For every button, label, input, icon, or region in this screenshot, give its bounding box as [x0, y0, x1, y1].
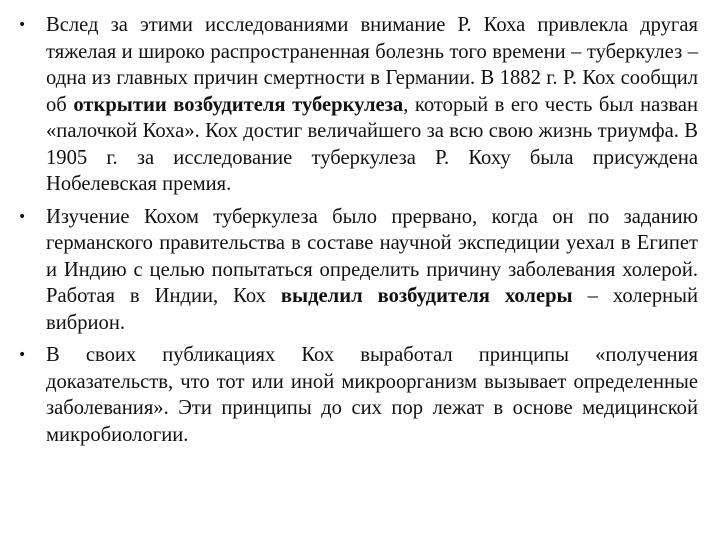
- bullet-2-text-part-1: Изучение Кохом туберкулеза было прервано, когда он по заданию германского правительства в составе научной экспедиции уехал в Египет и Индию с целью попытаться определить причину заболевания холерой. Работая в Индии, Кох: [46, 205, 698, 307]
- bullet-item-tuberculosis: [18, 12, 698, 198]
- bullet-item-cholera: [18, 204, 698, 337]
- bullet-list: [18, 12, 698, 454]
- bullet-dot-icon: •: [18, 17, 27, 33]
- bullet-2-bold-isolation: выделил возбудителя холеры: [280, 285, 573, 307]
- bullet-item-principles: [18, 342, 698, 448]
- bullet-1-bold-discovery: открытии возбудителя туберкулеза: [73, 93, 404, 116]
- bullet-1-text-part-1: Вслед за этими исследованиями внимание Р. Коха привлекла другая тяжелая и широко распространенная болезнь того времени – туберкулез – одна из главных причин смертности в Германии. В 1882 г. Р. Кох сообщил об: [46, 14, 698, 116]
- bullet-2-text-part-2: – холерный вибрион.: [46, 285, 698, 334]
- bullet-3-text: В своих публикациях Кох выработал принципы «получения доказательств, что тот или иной микроорганизм вызывает определенные заболевания». Эти принципы до сих пор лежат в основе медицинской микробиологии.: [46, 344, 698, 446]
- bullet-dot-icon: •: [18, 347, 27, 363]
- bullet-1-text-part-2: , который в его честь был назван «палочкой Коха». Кох достиг величайшего за всю свою жизнь триумфа. В 1905 г. за исследование туберкулеза Р. Коху была присуждена Нобелевская премия.: [46, 93, 698, 195]
- bullet-dot-icon: •: [18, 208, 27, 225]
